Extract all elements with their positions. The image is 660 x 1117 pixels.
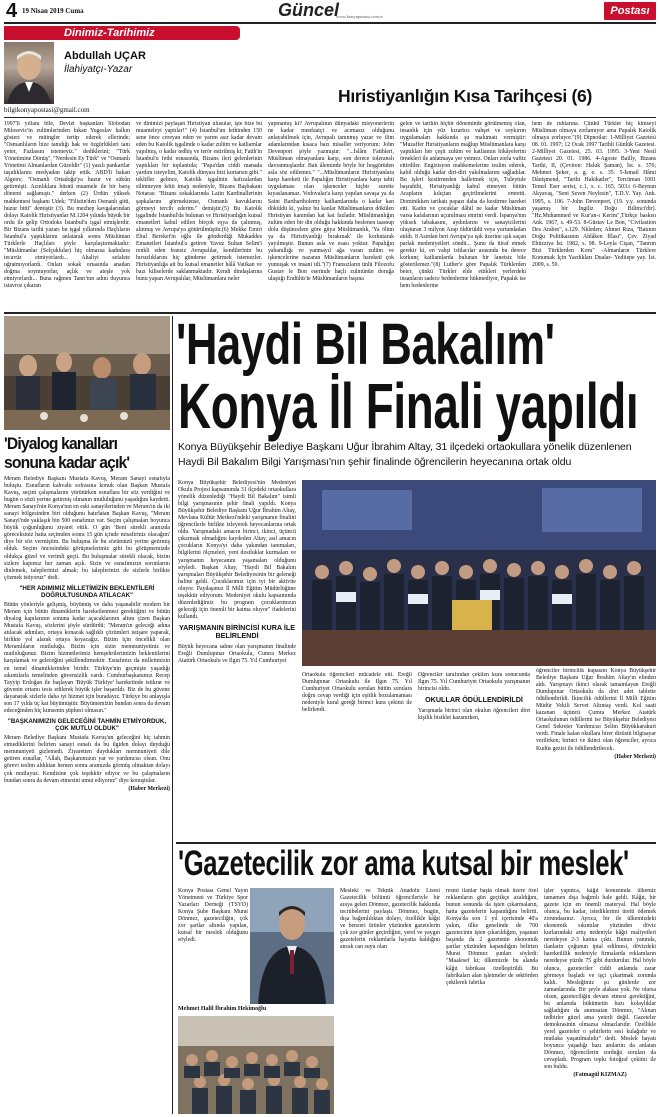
dialog-headline [4,434,170,472]
dialog-body-1: Meram Belediye Başkanı Mustafa Kavuş, Meram Sanayi esnafıyla buluştu. Esnafların kahvaltı sofrasına konuk olan Başkan Mustafa Kavuş, seçim çalışmalarını yürütürken esnaflara bir söz verdiğini ve bugün o sözü yerine getirmiş olmanın mutluluğunu yaşadığını kaydetti. Meram Sanayi'nin Konya'nın en eski sanayilerinden ve Meram'ın da iki sanayi bölgesinden biri olduğunu hatırlatan Başkan Kavuş, "Meram Sanayi'nde yaklaşık bin 500 esnafımız var. Seçim çalışmaları boyunca büyük çoğunluğunu ziyaret ettik. O gün 'Beni sürekli aranızda göreceksiniz hatta seçimden sonra 15 gün içinde misafiriniz olacağım' diye bir söz vermiştim. Bu buluşma ile bu sözümüzü yerine getirmiş olduk. Seçim öncesindeki görüşmelerimiz gibi bu görüşmemizde oldukça güzel ve verimli geçti. Bu buluşmalar sürekli olacak, bizim sizlere kapımız her zaman açık. Sizin ve esnafımızın sorunlarını dinlemek, taleplerinizi almak; bu taleplerinizi de sizlerle birlikte çözmek istiyoruz" dedi. [4,476,170,581]
column-text-3: yapmamış ki? Avrupalının dünyadaki misyonerlerin ne kadar menfaatçi ve acımasız olduğunu anlayabilmek için, Avrupalı tanınmış yazar ve ilim adamlarından kısaca bazı misaller veriyorum: John Devenport şöyle yazmıştır: "...İslâm Fatihleri, Müslüman olmayanlara karşı, son derece toleranslı davranmışlardır. Batı âleminde böyle bir hoşgörüden asla söz edilemez." "...Müslümanların Hıristiyanlara karşı hareketi ile Papalığın Hıristiyanlara karşı tabii uygulaması olan işkenceler hiçbir surette kıyaslanamaz. Vodovalar'a karşı yapılan savaşa ya da Saint Barthartholemy katliamlarında o kadar kan döküldü ki, yalnız bu kanlar Müslümanların dökülen Hıristiyan kanından kat kat fazladır. Müslümanlığın zulüm eden bir din olduğu hakkında beslenen taassup dolu düşüncelere göre güya Müslümanlık, 'Ya ölüm ya da Hıristiyanlığı bırakmak' ile korkutarak yayılmıştır. Bunun asla ve esası yoktur. Papalığın yabanıllığı ve yanmayıl ağa varan zulüm ve işkencelerine nazaran Müslümanların hareketi çok yumuşak ve insani idi."(7) Fransızların ünlü Filozofu Gustav le Bon eserinde haçlı zulmünün doruğa ulaştığı Endülüs'te Müslümanların başına [268,121,394,283]
article-subhead-1: YARIŞMANIN BİRİNCİSİ KURA İLE BELİRLENDİ [178,622,296,641]
column-text-1: 1997'li yıllara bile, Devlet başkanları Slobodan Milosevic'in zulümlerinden bıkan Yugoslav halkın gösteri ve mitingler tertip ederek ellerinde; "Osmanlıların bize tanıdığı hak ve özgürlükleri tanı yeter, Fazlasını istemeyiz." dediklerini; "Türk Yönetimine Dönüş", "Nerdesin Ey Türk" ve "Osmanlı Yönetimi Almanlardan Güzeldir" (1) yazılı pankartlar taşıdıklarını medyadan takip ettik. ABD'li bakan Algeirs; "Osmanlı Ortadoğu'ya huzur ve sükûn getirmişti. Azınlıklara hüsnü muamele ile bir barış dönemi sağlamıştı." derken (2) Ürdün yüksek mahkemesi başkanı Udek; "Filistin'den Osmanlı gitti, huzur bitti" demiştir (3). Bu mezhep kavgalarından dolayı Katolik Hıristiyanlar M.1204 yılında büyük bir ordu ile gelip Ortodoks İstanbul'u işgal etmişlerdir. Bir Bizans tarihi yazarı bu işgal yıllarında Haçlıların İstanbul'a yaptıklarını anlatarak sonra Müslüman Türklerle Haçlıları şöyle karşılaştırmaktadır: "Müslümanlar (Selçuklular) hiç olmazsa kadınlara tecavüz etmiyorlardı... Ahaliyi sefalete uğratmıyorlardı. Onları sokak ortasında anadan doğma soymuyorlar, açlık ve ateşle yok etmiyorlardı... Buna rağmen Tanrı'nın adını duyunca istavroz çıkaran [4,121,130,290]
column-divider [4,117,656,118]
dialog-body-2: Bütün yönleriyle gelişmiş, büyümüş ve daha yaşanabilir modern bir Meram için bütün dinamiklerin hareketlenmesi gerektiğini ve bütün diyalog kapılarının sonuna kadar açacaklarının altını çizen Başkan Mustafa Kavuş, sözlerini şöyle sürdürdü; "Meram'ın geleceği adına atılacak adımları, ortaya konacak sağlıklı çözümleri istişare yaparak, birlikte yol alarak ortaya koyacağız. Bizim için öncelikli olan Meramlıların mutluluğu. Bizim için sizin memnuniyetiniz ve mutluluğunuz. Bizim hizmetlerimiz hemşehrilerimizin beklentilerini karşılamak ve geleceğini şekillendirmektir. Esnafımız da milletimizin en temel dinamiklerinden biridir. Türkiye'nin geçmişte yaşadığı sıkıntılarla temelinden güvensizlik vardı. Cumhurbaşkanımız Recep Tayyip Erdoğan ile başlayan 'Büyük Türkiye' hareketinde istikrar ve güvenin ortamı tesis edilerek büyük işler başarıldı. Biz de bu güvene dayanarak sizlerle daha iyi hizmet için buradayız. Türkiye bu anlayışla son 17 yılda üç kat büyümüştür. Büyümemizin bundan sonra da devam edeceğinden hiç kimsenin şüphesi olmasın." [4,602,170,714]
class-photo [178,1016,334,1114]
column-banner [4,26,240,40]
dialog-subhead-1: "HER ADIMIMIZ MİLLETİMİZİN BEKLENTİLERİ DOĞRULTUSUNDA ATILACAK" [19,584,155,599]
article-col-3b-text: Yarışmada birinci olan okulun öğrencileri dört kişilik bisiklet kazanırken, [418,707,530,721]
page-header [0,0,660,24]
gazetecilik-caption-text: Konya Postası Genel Yayın Yönetmeni ve Türkiye Spor Yazarları Derneği (TSYD) Konya Şube Başkanı Murat Dönmez, gazeteciliğin, çok zor şartlar altında yapılan, kutsal bir meslek olduğunu söyledi. [178,888,248,944]
column-text-4: gelen ve tarihin hiçbir döneminde görülmemiş olan, insanlık için yüz kızartıcı vahşet ve soykırım uygulamaları hakkında şu malumatı vermiştir: "Muzaffer Hıristiyanların mağlup Müslümanlara karşı yaptıkları her çeşit zulüm ve katliamın hikâyelerini örnekleri ile anlatmaya yer yetmez. Onları zorla vaftiz ettirdiler. Engizisyon mahkemelerine teslim ederek, kabil olduğu kadar diri-diri yakılmalarını sağladılar. Bu işleri kestirmeden halletmek için, Tuleytule başrahibi, Hıristiyanlığı kabul etmeyen bütün Arapların kılıçtan geçirilmelerini emretti. Dominikken tarikatı papazı daha da kestirme hareket etti. Kadın ve çocuklar dâhil ne kadar Müslüman varsa kafalarının uçurulması emrini verdi. İspanya'nın yüksek tabakasını, aydınlarını ve sanayicilerini oluşturan 3 milyon Arap öldürüldü veya yurtundadan atıldı. 8 Asırdan beri Avrupa'ya ışık üzerine ışık saçan parlak medeniyetleri söndü... Şunu da itiraf etmek gerekir ki, en vahşi istilacılar arasında bu derece korkunç katliamlarda bulunan bir lanetsiz bile gösterilemez."(8) Luther'e göre Papalık Türklerden beter, çünkü Türkler elde ettikleri yerlerdeki insanların sadece bedenlerine hükmediyor, Papalık ise hem bedenlerine [400,121,526,290]
article-credit: (Haber Merkezi) [614,753,656,760]
speaker-caption: Mehmet Halil İbrahim Hekimoğlu [178,1006,267,1012]
article-subhead-2: OKULLAR ÖDÜLLENDİRİLDİ [425,695,523,705]
page-number: 4 [6,0,18,22]
gazetecilik-credit: (Fatmagül KIZMAZ) [573,1072,627,1079]
article-col-1-text: Konya Büyükşehir Belediyesi'nin Medeniyet Okulu Projesi kapsamında 31 ilçedeki ortaokullara yönelik düzenlediği "Haydi Bil Bakalım" isimli bilgi yarışmasının şehir finali yapıldı. Konya Büyükşehir Belediye Başkanı Uğur İbrahim Altay, Mevlana Kültür Merkezi'ndeki yarışmanın finalini öğrencilerle birlikte izleyerek heyecanlarına ortak oldu. Yarışmadaki amacın birinci, ikinci, üçüncü çıkarmak olmadığını kaydeden Altay, asıl amacın çocukların Konya'yı daha yakından tanımaları, bilgilerini ölçmeleri, yeni dostluklar kurmaları ve yarışmanın heyecanını yaşamaları olduğunu söyledi. Başkan Altay, "Haydi Bil Bakalım yarışmaları Büyükşehir Belediyesinin bir geleneği haline geldi. Çocuklarımız için iyi bir aktivite oluyor. Paydaşımız İl Milli Eğitim Müdürlüğüne teşekkür ediyorum. Medeniyet okulu kapsamında düzenlediğimiz bu program çocuklarımızın geleceği için önemli bir katma oluyor" ifadelerini kullandı. [178,480,296,620]
column-banner-title: Dinimiz-Tarihimiz [64,27,155,39]
article-col-2: Ortaokulu öğrencileri mücadele etti. Ereğli Dumlupınar Ortaokulu ile Ilgın 75. Yıl Cumhuriyet Ortaokulu sorulan bütün sorulara doğru cevap verdiği için eşitlik bozulamaması nedeniyle kural gereği birinci kura çekimi ile belirlendi. [302,672,412,714]
article-col-4-text: öğrenciler birincilik kupasını Konya Büyükşehir Belediye Başkanı Uğur İbrahim Altay'ın elinden aldı. Yarışmayı ikinci olarak tamamlayan Ereğli Dumlupınar Ortaokulu da dört adet tablette ödüllendirildi. İkincilik ödüllerini İl Milli Eğitim Müdür Vekili Servet Altıntaş verdi. Kol saati kazanan üçüncü Çumra Merkez Atatürk Ortaokulunun ödüllerini ise Büyükşehir Belediyesi Genel Sekreter Yardımcısı Selim Büyükkarakurt verdi. Finale kalan okullara birer dizüstü bilgisayar verilirken; birinci ve ikinci olan öğrenciler, ayrıca Kudüs gezisi ile ödüllendirilecek. [536,668,656,752]
dialog-subhead-2: "BAŞKANIMIZIN GELECEĞİNİ TAHMİN ETMİYORDUK, ÇOK MUTLU OLDUK" [7,717,167,733]
gazetecilik-col-2: resmi ilanlar başta olmak üzere özel reklamların gün geçtikçe azaldığını, bunun sonunda da işten çıkarmaların, hatta gazetelerin kapandığını belirtti. Konya'da son 1 yıl içerisinde 40'a yakın, ülke genelinde de 700 gazetecinin işten çıkarıldığını, yaşanan başında da 2 gazetenin ekonomik şartlar yüzünden kapandığını belirten Murat Dönmez şunları söyledi: "Maalesef ki; ülkemizde bu alanda kâğıt fabrikası özelleştirildi. Bu fabrikaları alan işletmeler de sektörden çekilerek fabrika [446,888,538,986]
headline-subhead: Konya Büyükşehir Belediye Başkanı Uğur İbrahim Altay, 31 ilçedeki ortaokullara yönelik düzenlenen Haydi Bil Bakalım Bilgi Yarışması'nın şehir finalinde öğrencilerin heyecanına ortak oldu [178,441,632,468]
main-headline-line1-text: 'Haydi Bil Bakalım' [176,312,555,377]
author-photo [4,42,54,104]
main-headline-line1 [176,314,555,376]
article-col-1b-text: Büyük heyecana sahne olan yarışmanın finalinde Ereğli Dumlupınar Ortaokulu, Cumra Merkez Atatürk Ortaokulu ve Ilgın 75. Yıl Cumhuriyet [178,643,296,665]
article-col-4 [536,668,656,840]
brand-logo [604,2,656,20]
dialog-body-3: Meram Belediye Başkanı Mustafa Kavuş'un geleceğini hiç tahmin etmediklerini belirten sanayi esnafı da bu ilgiden dolayı duyduğu memnuniyeti gizlemedi. Ziyaretten duydukları memnuniyeti dile getiren esnaflar, "Allah, Başkanımızın yar ve yardımcısı olsun. Onu görevi teslim aldıktan hemen sonra aramızda görmüş olmaktan dolayı çok mutluyuz. Kendisine çok teşekkür ediyor ve bu çalışmaların bundan sonra da devam etmesini umut ediyoruz" diye konuştular. [4,735,170,784]
author-name: Abdullah UÇAR [64,50,146,62]
gazetecilik-col-3 [544,888,656,1114]
gazetecilik-headline-text: 'Gazetecilik zor ama kutsal bir meslek' [178,844,629,883]
gazetecilik-col-3-text: işler yapınca, kâğıt konusunda ülkemiz tamamen dışa bağımlı hale geldi. Kâğıt, bir gazete için en önemli materyal. Hal böyle olunca, bu kadar, istediklerimi üretti ödemek zorundasınız. Ayrıca, bir ile ülkemizdeki ekonomik sıkıntılar yüzünden döviz kurlarındaki artış nedeniyle kâğıt maliyetleri neredeyse 2-3 katına çıktı. Bunun yanında, ilanlarin çoğunun iptal edilmesi, dövizdeki hareketlilik nedeniyle firmalarda reklamların neredeyse yüzde 75 gibi durdurulur. Hal böyle olunca, gazeteciler ciddi anlamda zarar görmeye başladı ve işçi çıkartmak zorunda kaldı. Mesleğimiz şu günlerde zor zamanlarında. Bir şeyle alakası yok. Ne olursa olsun, gazeteciliğin devam etmesi gerektiğini, bu anlamda hükümetin bazı kolaylıklar sağladığını da anımsatan Dönmez, "Alınan tedbirler güzel ama yeterli değil. Gazeteler demokrasinin olmazsa olmazlarıdır. Özellikle yerel gazeteler o şehirlerin sesi kulağıdır ve mutlaka yaşatılmalıdır" dedi. Meslek hayatı boyunca yaşadığı bazı anılarını da anlatan Dönmez, öğrencilerin sorduğu soruları da cevapladı. Program toplu fotoğraf çekimi ile son buldu. [544,888,656,1071]
award-photo [302,480,656,666]
brand-name: Postası [610,5,650,17]
dialog-body [4,476,170,1114]
article-col-3-text: Öğrenciler tarafından çekilen kura sonucunda Ilgın 75. Yıl Cumhuriyet Ortaokulu yarışmanın birincisi oldu. [418,672,530,693]
header-divider [4,22,656,24]
meeting-photo [4,316,170,430]
article-col-3 [418,672,530,842]
issue-date: 19 Nisan 2019 Cuma [22,7,84,15]
column-title: Hıristiyanlığın Kısa Tarihçesi (6) [338,86,593,106]
article-col-1 [178,480,296,840]
main-headline-line2 [178,372,638,440]
author-role: İlahiyatçı-Yazar [64,64,133,75]
gazetecilik-col-1: Mesleki ve Teknik Anadolu Lisesi Gazetecilik bölümü öğrencileriyle bir araya gelen Dönmez, gazetecilik hakkında tecrübelerini paylaştı. Dönmez, bugün, dışa bağımlılıktan dolayı, özellikle kâğıt ve benzeri ürünler yüzünden gazetelerin çok zor günler geçirdiğini, yerel ve yaygın gazetelerin reklamlarla hayatta kaldığını ancak can suyu olan [340,888,440,951]
section-title: Güncel [278,0,340,20]
site-url: www.konyapostasi.com.tr [336,14,383,19]
gazetecilik-headline [178,844,629,884]
gazetecilik-caption [178,888,248,1004]
vertical-divider [172,316,173,1114]
author-email: bilgikonyapostasi@gmail.com [4,106,90,114]
dialog-credit: (Haber Merkezi) [128,785,170,792]
column-text-2: ve dinimizi paylaşan Hıristiyan ulusular, işte bize bu muameleyi yaptılar!" (4) İstanbul'un fethinden 150 sene önce cereyan eden ve yarım asır kadar devam eden bu Katolik işgalinde o kadar zulüm ve katliamlar yapılmış, o kadar tedhiş ve terör estirilmiş ki; Fatih'in İstanbul'u fethi esnasında, Bizans ileri gelenlerinin yaptıkları bir toplantıda; "Papa'dan ciddi manada yardım isteyelim, Katolik dünyası bizi kurtarsın gibi." teklifler gelince, Katolik işgalinin hafızalardan silinmeyen kötü imajı nedeniyle, Bizans Başbakanı Notaras: "Bizans sokaklarında Latin Kardinallerinin şapkalarını görmektense, Osmanlı kavuklarını görmeyi tercih ederim." demiştir.(5) Bu Katolik işgalinde İstanbul'da bulunan ve Hıristiyanlığın kutsal emanetleri kabul edilen birçok eşya da çalınmış, alınmış ve Avrupa'ya götürülmüştür.(6) Mekke Emiri Ebul Bereket'in oğlu ile gönderdiği Mukaddes Emanetleri İstanbul'a getiren Yavuz Sultan Selim'i renkli eden fransız Avrupalılar, kendilerinin bu hırsızlıklarını hiç gündeme getirmek istemezler. Hıristiyanlığa ait bu kutsal emanetler hâlâ Vatikan ve bazı kiliselerde saklanmaktadır. Kendi dindaşlarına bunu yapan Avrupalılar, Müslümanlara neler [136,121,262,283]
column-text-5: hem de ruhlarına. Çünkü Türkler hiç kimseyi Müslüman olmaya zorlamıyor ama Papalık Katolik olmaya zorluyor."(9) Dipnotlar: 1-Milliyet Gazetesi 08. 01. 1997; 12 Ocak 1997 Tarihli Günlük Gazetesi. 2-Milliyet Gazetesi, 25. 03. 1995. 3-Yeni Nesil Gazetesi 20. 01. 1986. 4-Agoste Bailly, Bizans Tarihi, II, (Çeviren: Haluk Şaman), İst. s. 376; Mehmet Şeker, a. g. e. s. 35. 5-İsmail Hâmi Dânişmend, "Tarihi Hakikatler", Tercüman 1001 Temel Eser serisi, c.1, s. c. 165, 503.t 6-Beynun Akyavaş, "Seni Seven Neylesin", T.D.V. Yay. Ank. 1995, s. 106. 7-John Devenport, (19. y.y. sonunda yaşamış bir İngiliz Doğu Bilimci'dir). "Hz.Muhammed ve Kur'an-ı Kerim",Türkçe baskısı Ank. 1967, s. 49-53. 8-Güstav Le Bon, "Civilastion Des Arabes", s.129. Nkleden; Ahmet Rıza, "Batının Doğu Politikasının Ahlâken İflası", Çev. Ziyad Ebüzziya İst. 1982, s. 98. 9-Leyla Cişan, "Tanrım Bizi Türklerden Koru" -Almanların Türklere Konumak İçin Yazdıkları Dualar- Yediiepe yay. İst. 2009, s. 59. [532,121,656,268]
dialog-headline-text: 'Diyalog kanalları sonuna kadar açık' [4,434,130,472]
speaker-photo [250,888,334,1004]
main-headline-line2-text: Konya İl Finali yapıldı [178,370,639,442]
